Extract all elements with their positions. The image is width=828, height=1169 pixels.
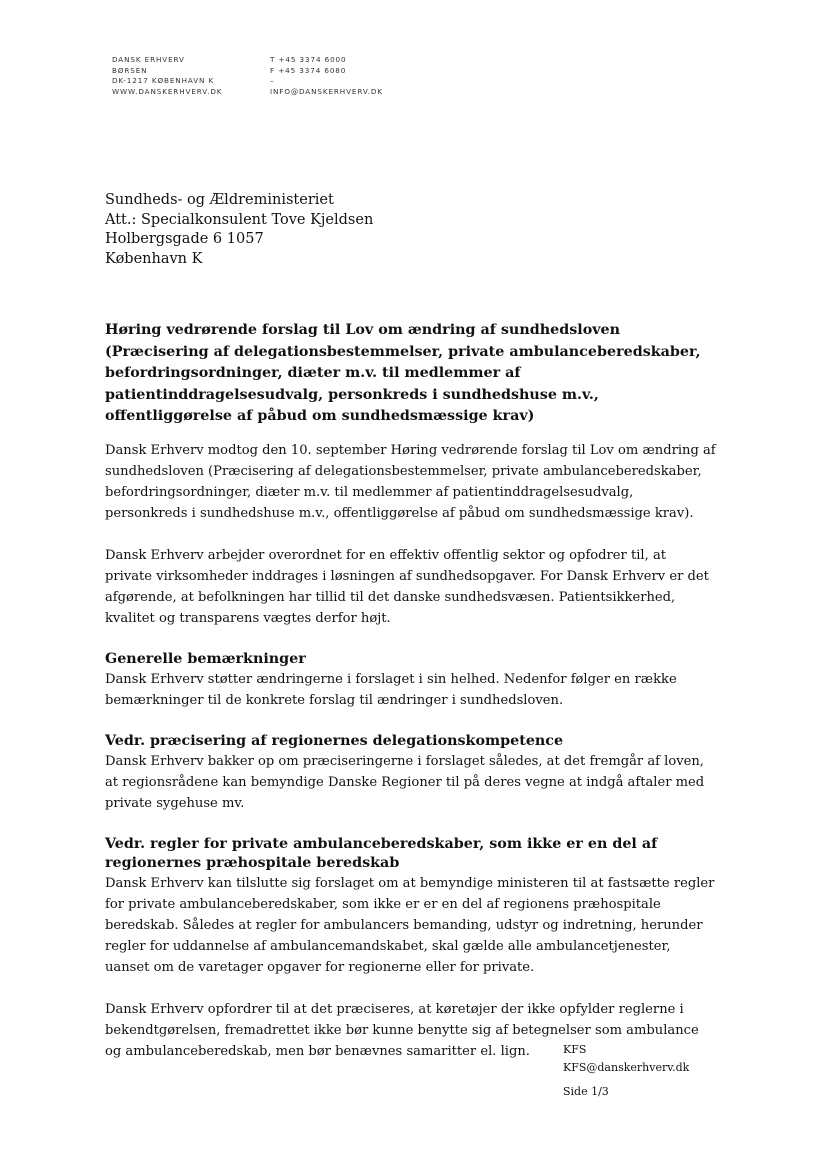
sender-phone: T +45 3374 6000 (270, 55, 347, 64)
ambulance-paragraph: Dansk Erhverv kan tilslutte sig forslaget om at bemyndige ministeren til at fastsætte regler for private ambulanceberedskaber, som ikke er er en del af regionens præhospitale beredskab. Således at regler for ambulancers bemanding, udstyr og indretning, herunder regler for uddannelse af ambulancemandskabet, skal gælde alle ambulancetjenester, uanset om de varetager opgaver for regionerne eller for private. (105, 875, 715, 975)
author-initials: KFS (563, 1043, 587, 1056)
author-email: KFS@danskerhverv.dk (563, 1061, 690, 1074)
intro-paragraph: Dansk Erhverv modtog den 10. september Høring vedrørende forslag til Lov om ændring af sundhedsloven (Præcisering af delegationsbestemmelser, private ambulanceberedskaber, befordringsordninger, diæter m.v. til medlemmer af patientinddragelsesudvalg, personkreds i sundhedshuse m.v., offentliggørelse af påbud om sundhedsmæssige krav). (105, 442, 716, 521)
sender-building: BØRSEN (112, 65, 148, 75)
delegation-heading: Vedr. præcisering af regionernes delegationskompetence (105, 732, 564, 749)
sender-email: INFO@DANSKERHVERV.DK (270, 86, 383, 96)
general-paragraph: Dansk Erhverv støtter ændringerne i forslaget i sin helhed. Nedenfor følger en række bemærkninger til de konkrete forslag til ændringer i sundhedsloven. (105, 671, 677, 708)
recipient-ministry: Sundheds- og Ældreministeriet (105, 192, 334, 208)
recipient-street: Holbergsgade 6 1057 (105, 231, 264, 247)
author-block (563, 1041, 689, 1077)
delegation-paragraph (105, 751, 717, 814)
letter-title: Høring vedrørende forslag til Lov om ændring af sundhedsloven (Præcisering af delegationsbestemmelser, private ambulanceberedskaber, befordringsordninger, diæter m.v. til medlemmer af patientinddragelsesudvalg, personkreds i sundhedshuse m.v., offentliggørelse af påbud om sundhedsmæssige krav) (105, 322, 701, 424)
recipient-city: København K (105, 250, 203, 267)
delegation-line-1: Dansk Erhverv bakker op om præciseringerne i forslaget således, at det fremgår af loven, (105, 753, 704, 769)
letter-body (105, 320, 717, 1083)
position-paragraph: Dansk Erhverv arbejder overordnet for en effektiv offentlig sektor og opfodrer til, at private virksomheder inddrages i løsningen af sundhedsopgaver. For Dansk Erhverv er det afgørende, at befolkningen har tillid til det danske sundhedsvæsen. Patientsikkerhed, kvalitet og transparens vægtes derfor højt. (105, 547, 709, 626)
sender-dash: – (270, 76, 275, 85)
ambulance-paragraph-2: Dansk Erhverv opfordrer til at det præciseres, at køretøjer der ikke opfylder reglerne i bekendtgørelsen, fremadrettet ikke bør kunne benytte sig af betegnelser som ambulance og ambulanceberedskab, men bør benævnes samaritter el. lign. (105, 1001, 699, 1059)
page-number: Side 1/3 (563, 1085, 609, 1098)
sender-contact-block (270, 55, 383, 97)
sender-website: WWW.DANSKERHVERV.DK (112, 86, 223, 96)
general-heading: Generelle bemærkninger (105, 650, 306, 667)
sender-address-block (112, 55, 222, 97)
recipient-address (105, 191, 373, 269)
recipient-attention: Att.: Specialkonsulent Tove Kjeldsen (105, 211, 374, 228)
ambulance-heading: Vedr. regler for private ambulanceberedskaber, som ikke er en del af regionernes præhospitale beredskab (105, 835, 658, 871)
sender-fax: F +45 3374 6080 (270, 65, 347, 75)
sender-postal: DK-1217 KØBENHAVN K (112, 76, 215, 85)
delegation-line-2: at regionsrådene kan bemyndige Danske Regioner til på deres vegne at indgå aftaler med private sygehuse mv. (105, 774, 705, 811)
sender-name: DANSK ERHVERV (112, 55, 185, 64)
